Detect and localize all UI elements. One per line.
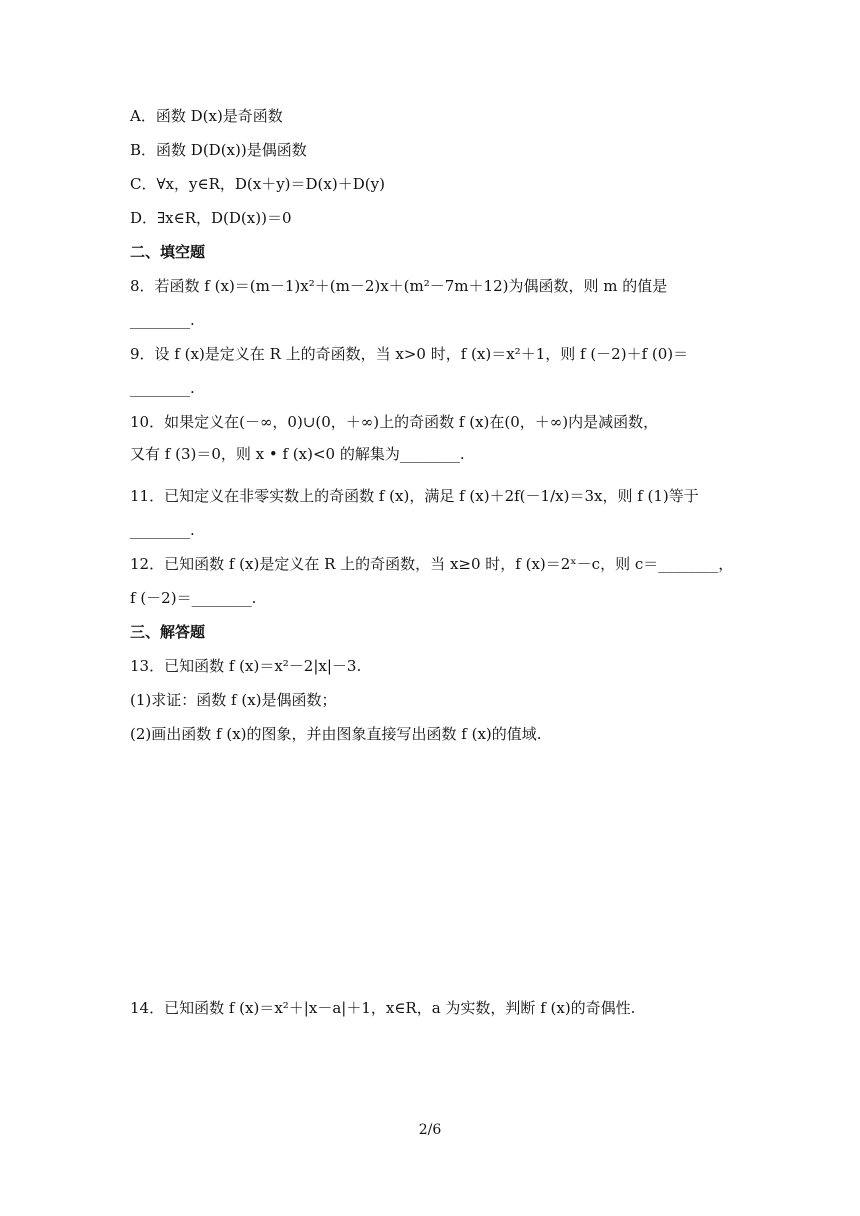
answer-blank: ________ <box>399 445 460 463</box>
question-10-text: 10．如果定义在(－∞，0)∪(0，＋∞)上的奇函数 f (x)在(0，＋∞)内是减函数， <box>130 413 659 431</box>
question-12-stem: 12．已知函数 f (x)是定义在 R 上的奇函数，当 x≥0 时，f (x)＝2ˣ－c，则 c＝ <box>130 555 659 573</box>
question-13-stem: 13．已知函数 f (x)＝x²－2|x|－3. <box>130 657 362 675</box>
answer-blank: ________ <box>658 555 719 573</box>
question-14-stem: 14．已知函数 f (x)＝x²＋|x－a|＋1，x∈R，a 为实数，判断 f (x)的奇偶性. <box>130 999 636 1017</box>
comma: ， <box>718 555 734 573</box>
question-9-text: 9．设 f (x)是定义在 R 上的奇函数，当 x>0 时，f (x)＝x²＋1，则 f (－2)＋f (0)＝ <box>130 345 689 363</box>
section-heading-fill-in: 二、填空题 <box>130 243 206 261</box>
question-8-answer-line <box>130 310 195 330</box>
question-11-text: 11．已知定义在非零实数上的奇函数 f (x)，满足 f (x)＋2f(－1/x)＝3x，则 f (1)等于 <box>130 487 699 505</box>
question-12-answer-line <box>130 588 256 608</box>
answer-blank: ________ <box>130 379 190 397</box>
option-d: D．∃x∈R，D(D(x))＝0 <box>130 209 292 227</box>
question-10-answer-line <box>130 444 465 464</box>
question-13-part-1: (1)求证：函数 f (x)是偶函数； <box>130 691 337 709</box>
option-b: B．函数 D(D(x))是偶函数 <box>130 141 307 159</box>
question-11-answer-line <box>130 520 195 540</box>
period: . <box>459 445 465 463</box>
question-12-text <box>130 554 733 574</box>
answer-blank: ________ <box>130 521 190 539</box>
answer-blank: ________ <box>191 589 252 607</box>
period: . <box>190 379 195 397</box>
question-9-answer-line <box>130 378 195 398</box>
period: . <box>190 521 195 539</box>
option-c: C．∀x，y∈R，D(x＋y)＝D(x)＋D(y) <box>130 175 385 193</box>
question-13-part-2: (2)画出函数 f (x)的图象，并由图象直接写出函数 f (x)的值域. <box>130 725 542 743</box>
question-12-continuation: f (－2)＝ <box>130 589 192 607</box>
answer-blank: ________ <box>130 311 190 329</box>
period: . <box>251 589 257 607</box>
option-a: A．函数 D(x)是奇函数 <box>130 107 283 125</box>
page-number: 2/6 <box>418 1122 442 1138</box>
section-heading-solutions: 三、解答题 <box>130 623 206 641</box>
question-10-continuation: 又有 f (3)＝0，则 x • f (x)<0 的解集为 <box>130 445 400 463</box>
period: . <box>190 311 195 329</box>
question-8-text: 8．若函数 f (x)＝(m－1)x²＋(m－2)x＋(m²－7m＋12)为偶函数，则 m 的值是 <box>130 277 668 295</box>
